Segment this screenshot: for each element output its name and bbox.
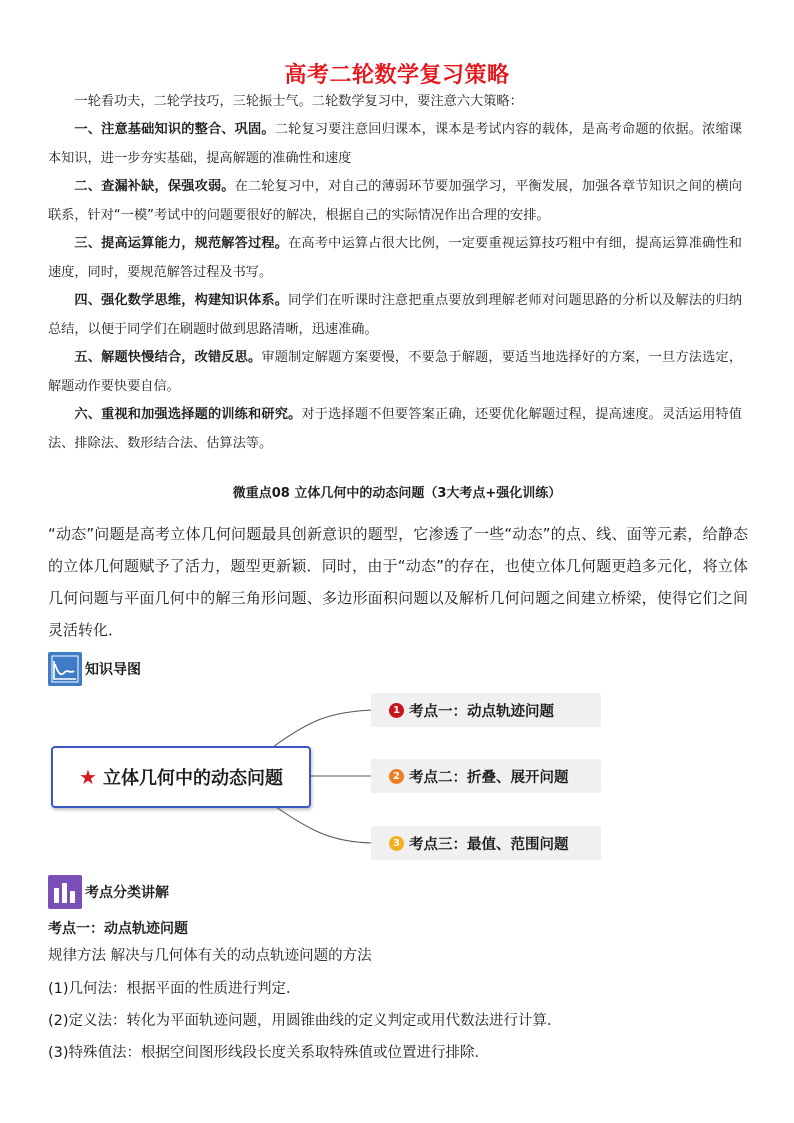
mindmap-node-1-label: 考点一：动点轨迹问题 xyxy=(409,703,554,720)
strategy-1-heading: 一、注意基础知识的整合、巩固。 xyxy=(74,122,275,137)
strategy-2-text: 在二轮复习中，对自己的薄弱环节要加强学习，平衡发展，加强各章节知识之间的横向联系，针对“一模”考试中的问题要很好的解决，根据自己的实际情况作出合理的安排。 xyxy=(48,179,742,223)
kp1-item-1: (1)几何法：根据平面的性质进行判定． xyxy=(48,981,301,997)
mindmap-node-2-label: 考点二：折叠、展开问题 xyxy=(409,769,569,786)
kp1-title: 考点一：动点轨迹问题 xyxy=(48,921,188,937)
number-3-icon: 3 xyxy=(389,836,404,851)
knowledge-map-label: 知识导图 xyxy=(85,662,141,678)
strategy-5-heading: 五、解题快慢结合，改错反思。 xyxy=(74,350,262,365)
strategy-4-heading: 四、强化数学思维，构建知识体系。 xyxy=(74,293,289,308)
number-1-icon: 1 xyxy=(389,703,404,718)
strategy-6-text: 对于选择题不但要答案正确，还要优化解题过程，提高速度。灵活运用特值法、排除法、数形结合法、估算法等。 xyxy=(48,407,742,451)
mindmap-node-2 xyxy=(371,759,601,793)
strategy-5 xyxy=(48,344,742,401)
strategy-1 xyxy=(48,116,742,173)
strategy-3-text: 在高考中运算占很大比例，一定要重视运算技巧粗中有细，提高运算准确性和速度，同时，要规范解答过程及书写。 xyxy=(48,236,742,280)
mindmap-center-node xyxy=(51,746,311,808)
strategy-3 xyxy=(48,230,742,287)
strategy-3-heading: 三、提高运算能力，规范解答过程。 xyxy=(74,236,289,251)
explain-heading xyxy=(48,875,169,909)
strategy-6-heading: 六、重视和加强选择题的训练和研究。 xyxy=(74,407,302,422)
lesson-subtitle: 微重点08 立体几何中的动态问题（3大考点+强化训练） xyxy=(232,486,562,501)
document-title: 高考二轮数学复习策略 xyxy=(284,63,510,88)
strategy-4-text: 同学们在听课时注意把重点要放到理解老师对问题思路的分析以及解法的归纳总结，以便于同学们在刷题时做到思路清晰，迅速准确。 xyxy=(48,293,742,337)
mindmap-node-3-label: 考点三：最值、范围问题 xyxy=(409,836,569,853)
strategy-2-heading: 二、查漏补缺，保强攻弱。 xyxy=(74,179,235,194)
mindmap-center-label: 立体几何中的动态问题 xyxy=(102,768,283,789)
strategy-4 xyxy=(48,287,742,344)
kp1-item-3: (3)特殊值法：根据空间图形线段长度关系取特殊值或位置进行排除． xyxy=(48,1045,490,1061)
line-chart-icon xyxy=(48,652,82,686)
mindmap-node-1 xyxy=(371,693,601,727)
number-2-icon: 2 xyxy=(389,769,404,784)
bar-chart-icon xyxy=(48,875,82,909)
star-icon: ★ xyxy=(79,765,97,789)
mindmap-node-3 xyxy=(371,826,601,860)
strategy-6 xyxy=(48,401,742,458)
intro-line: 一轮看功夫，二轮学技巧，三轮振士气。二轮数学复习中，要注意六大策略： xyxy=(74,94,523,109)
strategy-1-text: 二轮复习要注意回归课本，课本是考试内容的载体，是高考命题的依据。浓缩课本知识，进一步夯实基础，提高解题的准确性和速度 xyxy=(48,122,743,166)
explain-label: 考点分类讲解 xyxy=(85,885,169,901)
kp1-method: 规律方法 解决与几何体有关的动点轨迹问题的方法 xyxy=(48,948,372,964)
strategy-5-text: 审题制定解题方案要慢，不要急于解题，要适当地选择好的方案，一旦方法选定，解题动作要快要自信。 xyxy=(48,350,743,394)
kp1-item-2: (2)定义法：转化为平面轨迹问题，用圆锥曲线的定义判定或用代数法进行计算． xyxy=(48,1013,562,1029)
knowledge-map-heading xyxy=(48,652,141,686)
lesson-intro-paragraph: “动态”问题是高考立体几何问题最具创新意识的题型，它渗透了一些“动态”的点、线、面等元素，给静态的立体几何题赋予了活力，题型更新颖．同时，由于“动态”的存在，也使立体几何题更趋多元化，将立体几何问题与平面几何中的解三角形问题、多边形面积问题以及解析几何问题之间建立桥梁，使得它们之间灵活转化． xyxy=(48,525,748,639)
strategy-2 xyxy=(48,173,742,230)
